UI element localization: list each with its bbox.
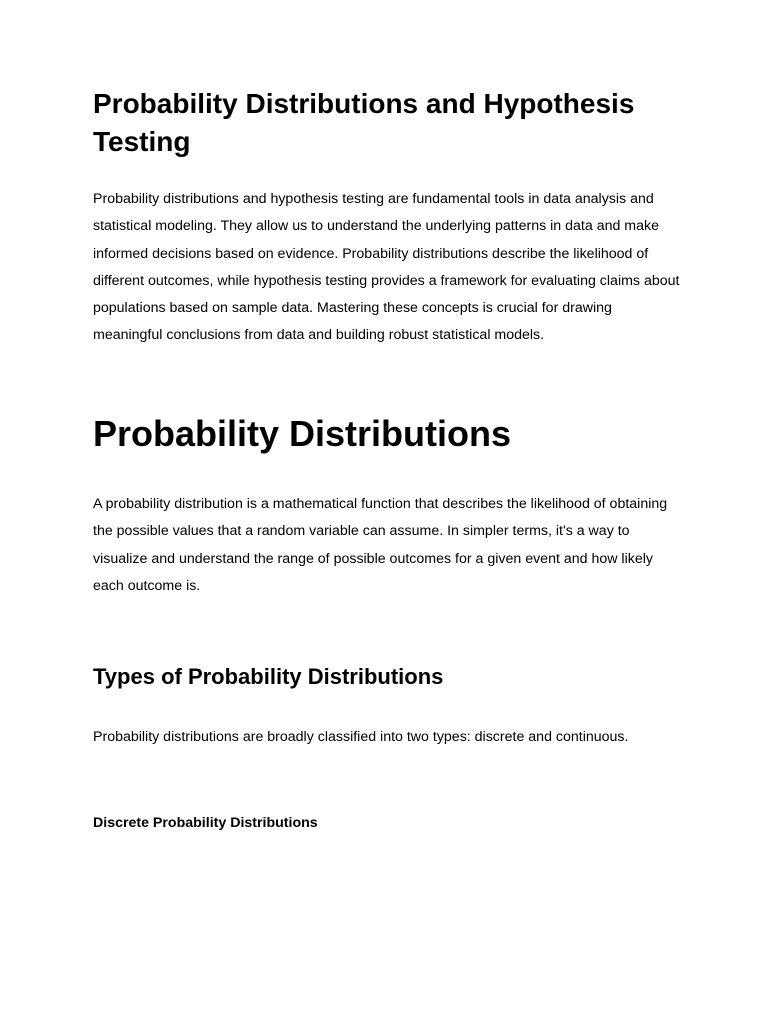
section-heading-types: Types of Probability Distributions — [93, 664, 444, 689]
types-paragraph: Probability distributions are broadly classified into two types: discrete and continuous. — [93, 729, 629, 745]
intro-paragraph: Probability distributions and hypothesis testing are fundamental tools in data analysis and statistical modeling. They allow us to understand the underlying patterns in data and make informed decisions based on evidence. Probability distributions describe the likelihood of different outcomes, while hypothesis testing provides a framework for evaluating claims about populations based on sample data. Mastering these concepts is crucial for drawing meaningful conclusions from data and building robust statistical models. — [93, 191, 680, 344]
section-heading-discrete: Discrete Probability Distributions — [93, 815, 318, 831]
distributions-paragraph: A probability distribution is a mathematical function that describes the likelihood of obtaining the possible values that a random variable can assume. In simpler terms, it's a way to visualize and understand the range of possible outcomes for a given event and how likely each outcome is. — [93, 496, 668, 594]
document-title: Probability Distributions and Hypothesis Testing — [93, 88, 635, 157]
section-heading-probability-distributions: Probability Distributions — [93, 413, 512, 454]
